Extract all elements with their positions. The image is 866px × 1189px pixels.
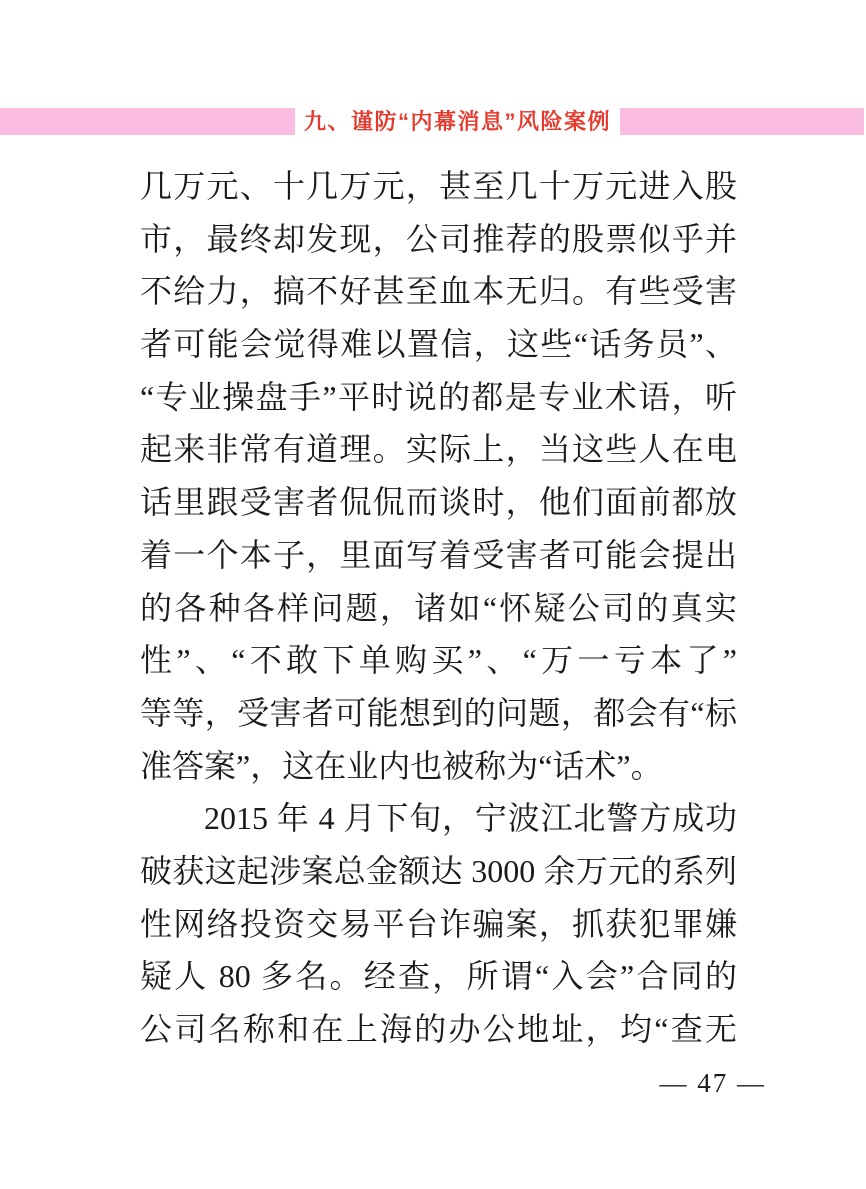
page-number: — 47 — xyxy=(659,1068,766,1098)
header-bar-right xyxy=(620,108,864,135)
text-line: 几万元、十几万元，甚至几十万元进入股 xyxy=(140,168,737,204)
text-line: 不给力，搞不好甚至血本无归。有些受害 xyxy=(140,273,737,310)
text-line: 等等，受害者可能想到的问题，都会有“标 xyxy=(140,694,737,731)
text-line: “专业操盘手”平时说的都是专业术语，听 xyxy=(140,378,737,415)
chapter-header xyxy=(0,108,866,135)
text-line: 着一个本子，里面写着受害者可能会提出 xyxy=(140,536,737,573)
header-bar-left xyxy=(0,108,295,135)
text-line: 的各种各样问题，诸如“怀疑公司的真实 xyxy=(140,589,737,626)
body-text xyxy=(140,160,737,1056)
text-line: 准答案”，这在业内也被称为“话术”。 xyxy=(140,747,663,784)
text-line: 公司名称和在上海的办公地址，均“查无 xyxy=(140,1011,737,1047)
text-line: 性”、“不敢下单购买”、“万一亏本了” xyxy=(140,642,737,679)
text-line: 市，最终却发现，公司推荐的股票似乎并 xyxy=(140,220,737,257)
text-line: 起来非常有道理。实际上，当这些人在电 xyxy=(140,431,737,468)
text-line: 者可能会觉得难以置信，这些“话务员”、 xyxy=(140,326,737,363)
chapter-title: 九、谨防“内幕消息”风险案例 xyxy=(304,109,612,134)
text-line: 性网络投资交易平台诈骗案，抓获犯罪嫌 xyxy=(140,905,737,942)
text-line: 2015 年 4 月下旬，宁波江北警方成功 xyxy=(204,800,737,837)
text-line: 话里跟受害者侃侃而谈时，他们面前都放 xyxy=(140,484,737,521)
text-line: 疑人 80 多名。经查，所谓“入会”合同的 xyxy=(140,958,737,995)
text-line: 破获这起涉案总金额达 3000 余万元的系列 xyxy=(140,852,737,889)
